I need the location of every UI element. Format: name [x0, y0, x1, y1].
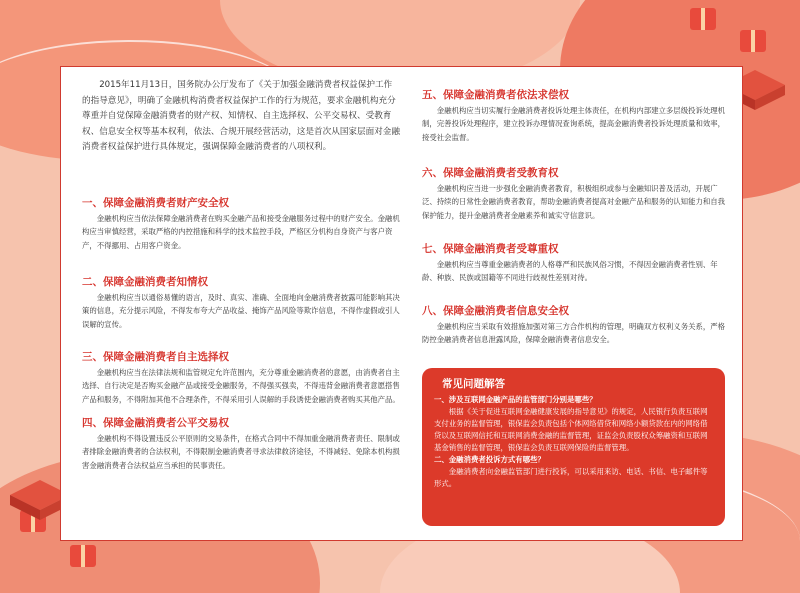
section-body-info-security: 金融机构应当采取有效措施加强对第三方合作机构的管理，明确双方权利义务关系，严格防控金融消费者信息泄露风险，保障金融消费者信息安全。	[422, 322, 726, 345]
section-title-property: 一、保障金融消费者财产安全权	[82, 197, 229, 209]
section-body-choice: 金融机构应当在法律法规和监管规定允许范围内，充分尊重金融消费者的意愿，由消费者自主选择、自行决定是否购买金融产品或接受金融服务，不得强买强卖，不得违背金融消费者意愿搭售产品和服务，不得附加其他不合理条件，不得采用引人误解的手段诱使金融消费者购买其他产品。	[82, 368, 400, 404]
content-panel	[60, 66, 743, 541]
section-title-info-security: 八、保障金融消费者信息安全权	[422, 305, 569, 317]
intro-paragraph: 2015年11月13日，国务院办公厅发布了《关于加强金融消费者权益保护工作的指导意见》，明确了金融机构消费者权益保护工作的行为规范，要求金融机构充分尊重并自觉保障金融消费者的财产权、知情权、自主选择权、公平交易权、受教育权、信息安全权等基本权利，依法、合规开展经营活动，这是首次从国家层面对金融消费者权益保护进行具体规定，强调保障金融消费者的八项权利。	[82, 80, 400, 153]
section-body-education: 金融机构应当进一步强化金融消费者教育，积极组织或参与金融知识普及活动，开展广泛、持续的日常性金融消费者教育，帮助金融消费者提高对金融产品和服务的认知能力和自我保护能力，提升金融消费者金融素养和诚实守信意识。	[422, 184, 726, 220]
section-title-choice: 三、保障金融消费者自主选择权	[82, 351, 229, 363]
section-body-respect: 金融机构应当尊重金融消费者的人格尊严和民族风俗习惯，不得因金融消费者性别、年龄、种族、民族或国籍等不同进行歧视性差别对待。	[422, 260, 718, 283]
section-title-education: 六、保障金融消费者受教育权	[422, 167, 559, 179]
faq-question-1: 一、涉及互联网金融产品的监管部门分别是哪些？	[434, 395, 597, 404]
faq-title: 常见问题解答	[442, 378, 505, 390]
faq-answer-2: 金融消费者向金融监管部门进行投诉，可以采用来访、电话、书信、电子邮件等形式。	[434, 467, 708, 488]
section-title-fair-trade: 四、保障金融消费者公平交易权	[82, 417, 229, 429]
faq-box	[422, 368, 725, 526]
faq-question-2: 二、金融消费者投诉方式有哪些？	[434, 455, 545, 464]
gift-icon	[740, 30, 766, 52]
section-title-claim: 五、保障金融消费者依法求偿权	[422, 89, 569, 101]
section-body-information: 金融机构应当以通俗易懂的语言，及时、真实、准确、全面地向金融消费者披露可能影响其决策的信息，充分提示风险，不得发布夸大产品收益、掩饰产品风险等欺诈信息，不得作虚假或引人误解的宣传。	[82, 293, 400, 329]
section-body-fair-trade: 金融机构不得设置违反公平原则的交易条件，在格式合同中不得加重金融消费者责任、限制或者排除金融消费者的合法权利，不得限制金融消费者寻求法律救济途径，不得减轻、免除本机构损害金融消费者合法权益应当承担的民事责任。	[82, 434, 400, 470]
gift-icon	[690, 8, 716, 30]
section-title-information: 二、保障金融消费者知情权	[82, 276, 208, 288]
section-title-respect: 七、保障金融消费者受尊重权	[422, 243, 559, 255]
gift-icon	[70, 545, 96, 567]
section-body-property: 金融机构应当依法保障金融消费者在购买金融产品和接受金融服务过程中的财产安全。金融机构应当审慎经营，采取严格的内控措施和科学的技术监控手段，严格区分机构自身资产与客户资产，不得挪用、占用客户资金。	[82, 214, 400, 250]
section-body-claim: 金融机构应当切实履行金融消费者投诉处理主体责任，在机构内部建立多层级投诉处理机制，完善投诉处理程序，建立投诉办理情况查询系统，提高金融消费者投诉处理质量和效率，接受社会监督。	[422, 106, 726, 142]
faq-answer-1: 根据《关于促进互联网金融健康发展的指导意见》的规定，人民银行负责互联网支付业务的监督管理，银保监会负责包括个体网络借贷和网络小额贷款在内的网络借贷以及互联网信托和互联网消费金融的监督管理，证监会负责股权众筹融资和互联网基金销售的监督管理，银保监会负责互联网保险的监督管理。	[434, 407, 708, 452]
